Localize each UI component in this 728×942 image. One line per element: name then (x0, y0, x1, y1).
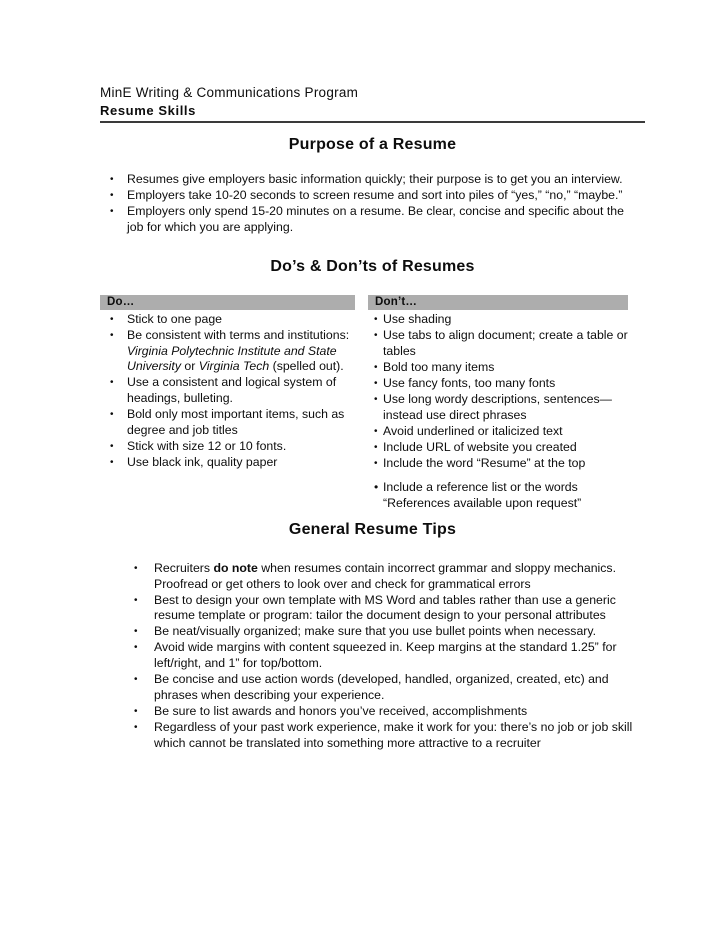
bullet-icon: • (110, 409, 114, 421)
list-item-text: Be sure to list awards and honors you’ve received, accomplishments (154, 703, 528, 718)
list-item-text: Recruiters do note when resumes contain incorrect grammar and sloppy mechanics. Proofread or get others to look over and check for grammatical errors (154, 561, 616, 591)
list-item (374, 376, 632, 392)
list-item-text: Use long wordy descriptions, sentences—instead use direct phrases (383, 391, 612, 422)
bullet-icon: • (374, 393, 378, 405)
do-bullet-list (110, 312, 360, 471)
list-item-text: Employers take 10-20 seconds to screen resume and sort into piles of “yes,” “no,” “maybe.” (127, 188, 623, 203)
list-item (134, 561, 634, 592)
bullet-icon: • (110, 330, 114, 342)
list-item-text: Bold too many items (383, 359, 495, 374)
bullet-icon: • (110, 314, 114, 325)
list-item-text: Be consistent with terms and institutions: Virginia Polytechnic Institute and State University or Virginia Tech (spelled out). (127, 328, 350, 374)
list-item (110, 204, 640, 235)
bullet-icon: • (134, 721, 138, 733)
bullet-icon: • (374, 314, 378, 325)
column-header-do: Do… (100, 295, 355, 310)
bullet-icon: • (110, 190, 114, 202)
list-item-text: Be neat/visually organized; make sure that you use bullet points when necessary. (154, 624, 597, 639)
bullet-icon: • (374, 480, 379, 495)
bullet-icon: • (134, 674, 138, 686)
list-item (374, 312, 632, 328)
column-header-dont: Don’t… (368, 295, 628, 310)
purpose-bullet-list (110, 172, 640, 236)
list-item-text: Include URL of website you created (383, 439, 577, 454)
list-item (374, 360, 632, 376)
list-item (134, 720, 634, 751)
bullet-icon: • (134, 705, 138, 717)
list-item (110, 328, 360, 375)
list-item-text: Resumes give employers basic information quickly; their purpose is to get you an interview. (127, 172, 623, 186)
list-item-text: Use shading (383, 312, 452, 326)
list-item (374, 424, 632, 440)
bullet-icon: • (110, 377, 114, 389)
list-item (134, 624, 634, 640)
section-heading-purpose: Purpose of a Resume (288, 136, 457, 153)
bullet-icon: • (110, 174, 114, 185)
bullet-icon: • (134, 594, 138, 606)
bullet-icon: • (110, 440, 114, 452)
bullet-icon: • (374, 361, 378, 373)
list-item-text: Stick to one page (127, 312, 223, 326)
list-item-text: Use fancy fonts, too many fonts (383, 375, 556, 390)
bullet-icon: • (110, 206, 114, 218)
list-item (374, 392, 632, 423)
bullet-icon: • (374, 425, 378, 437)
list-item-text: Employers only spend 15-20 minutes on a resume. Be clear, concise and specific about the job for which you are applying. (127, 204, 624, 234)
bullet-icon: • (374, 377, 378, 389)
list-item (110, 188, 640, 204)
list-item-text: Be concise and use action words (developed, handled, organized, created, etc) and phrases when describing your experience. (154, 672, 609, 702)
bullet-icon: • (134, 642, 138, 654)
bullet-icon: • (134, 626, 138, 638)
dont-bullet-list (374, 312, 632, 512)
list-item (374, 480, 632, 511)
document-header (100, 84, 645, 123)
document-subtitle: Resume Skills (100, 103, 196, 118)
list-item-text: Best to design your own template with MS Word and tables rather than use a generic resume template or program: tailor the document design to your personal attributes (154, 592, 616, 623)
list-item (134, 640, 634, 671)
bullet-icon: • (110, 456, 114, 468)
program-title: MinE Writing & Communications Program (100, 85, 359, 100)
list-item-text: Include a reference list or the words “References available upon request” (383, 480, 582, 511)
list-item-text: Avoid wide margins with content squeezed in. Keep margins at the standard 1.25” for left/right, and 1” for top/bottom. (154, 640, 617, 671)
bullet-icon: • (374, 441, 378, 453)
tips-bullet-list (134, 561, 634, 752)
list-item (134, 704, 634, 720)
bullet-icon: • (374, 330, 378, 342)
bullet-icon: • (134, 563, 138, 574)
list-item-text: Include the word “Resume” at the top (383, 455, 586, 470)
list-item-text: Stick with size 12 or 10 fonts. (127, 438, 287, 453)
section-heading-dos-donts: Do’s & Don’ts of Resumes (270, 258, 475, 275)
section-heading-general-tips: General Resume Tips (288, 521, 457, 538)
header-divider (100, 121, 645, 123)
list-item (374, 328, 632, 359)
list-item (110, 172, 640, 188)
list-item (134, 593, 634, 624)
list-item (110, 312, 360, 328)
list-item-text: Avoid underlined or italicized text (383, 423, 563, 438)
list-item (110, 375, 360, 406)
list-item-text: Bold only most important items, such as degree and job titles (127, 407, 345, 437)
list-item-text: Use black ink, quality paper (127, 454, 278, 469)
list-item-text: Use tabs to align document; create a table or tables (383, 328, 628, 358)
list-item (374, 440, 632, 456)
list-item (110, 407, 360, 438)
list-item (110, 455, 360, 471)
list-item (374, 456, 632, 472)
list-item-text: Use a consistent and logical system of headings, bulleting. (127, 375, 337, 405)
list-item (134, 672, 634, 703)
list-item (110, 439, 360, 455)
list-item-text: Regardless of your past work experience, make it work for you: there’s no job or job skill which cannot be translated into something more attractive to a recruiter (154, 719, 633, 750)
bullet-icon: • (374, 457, 378, 469)
